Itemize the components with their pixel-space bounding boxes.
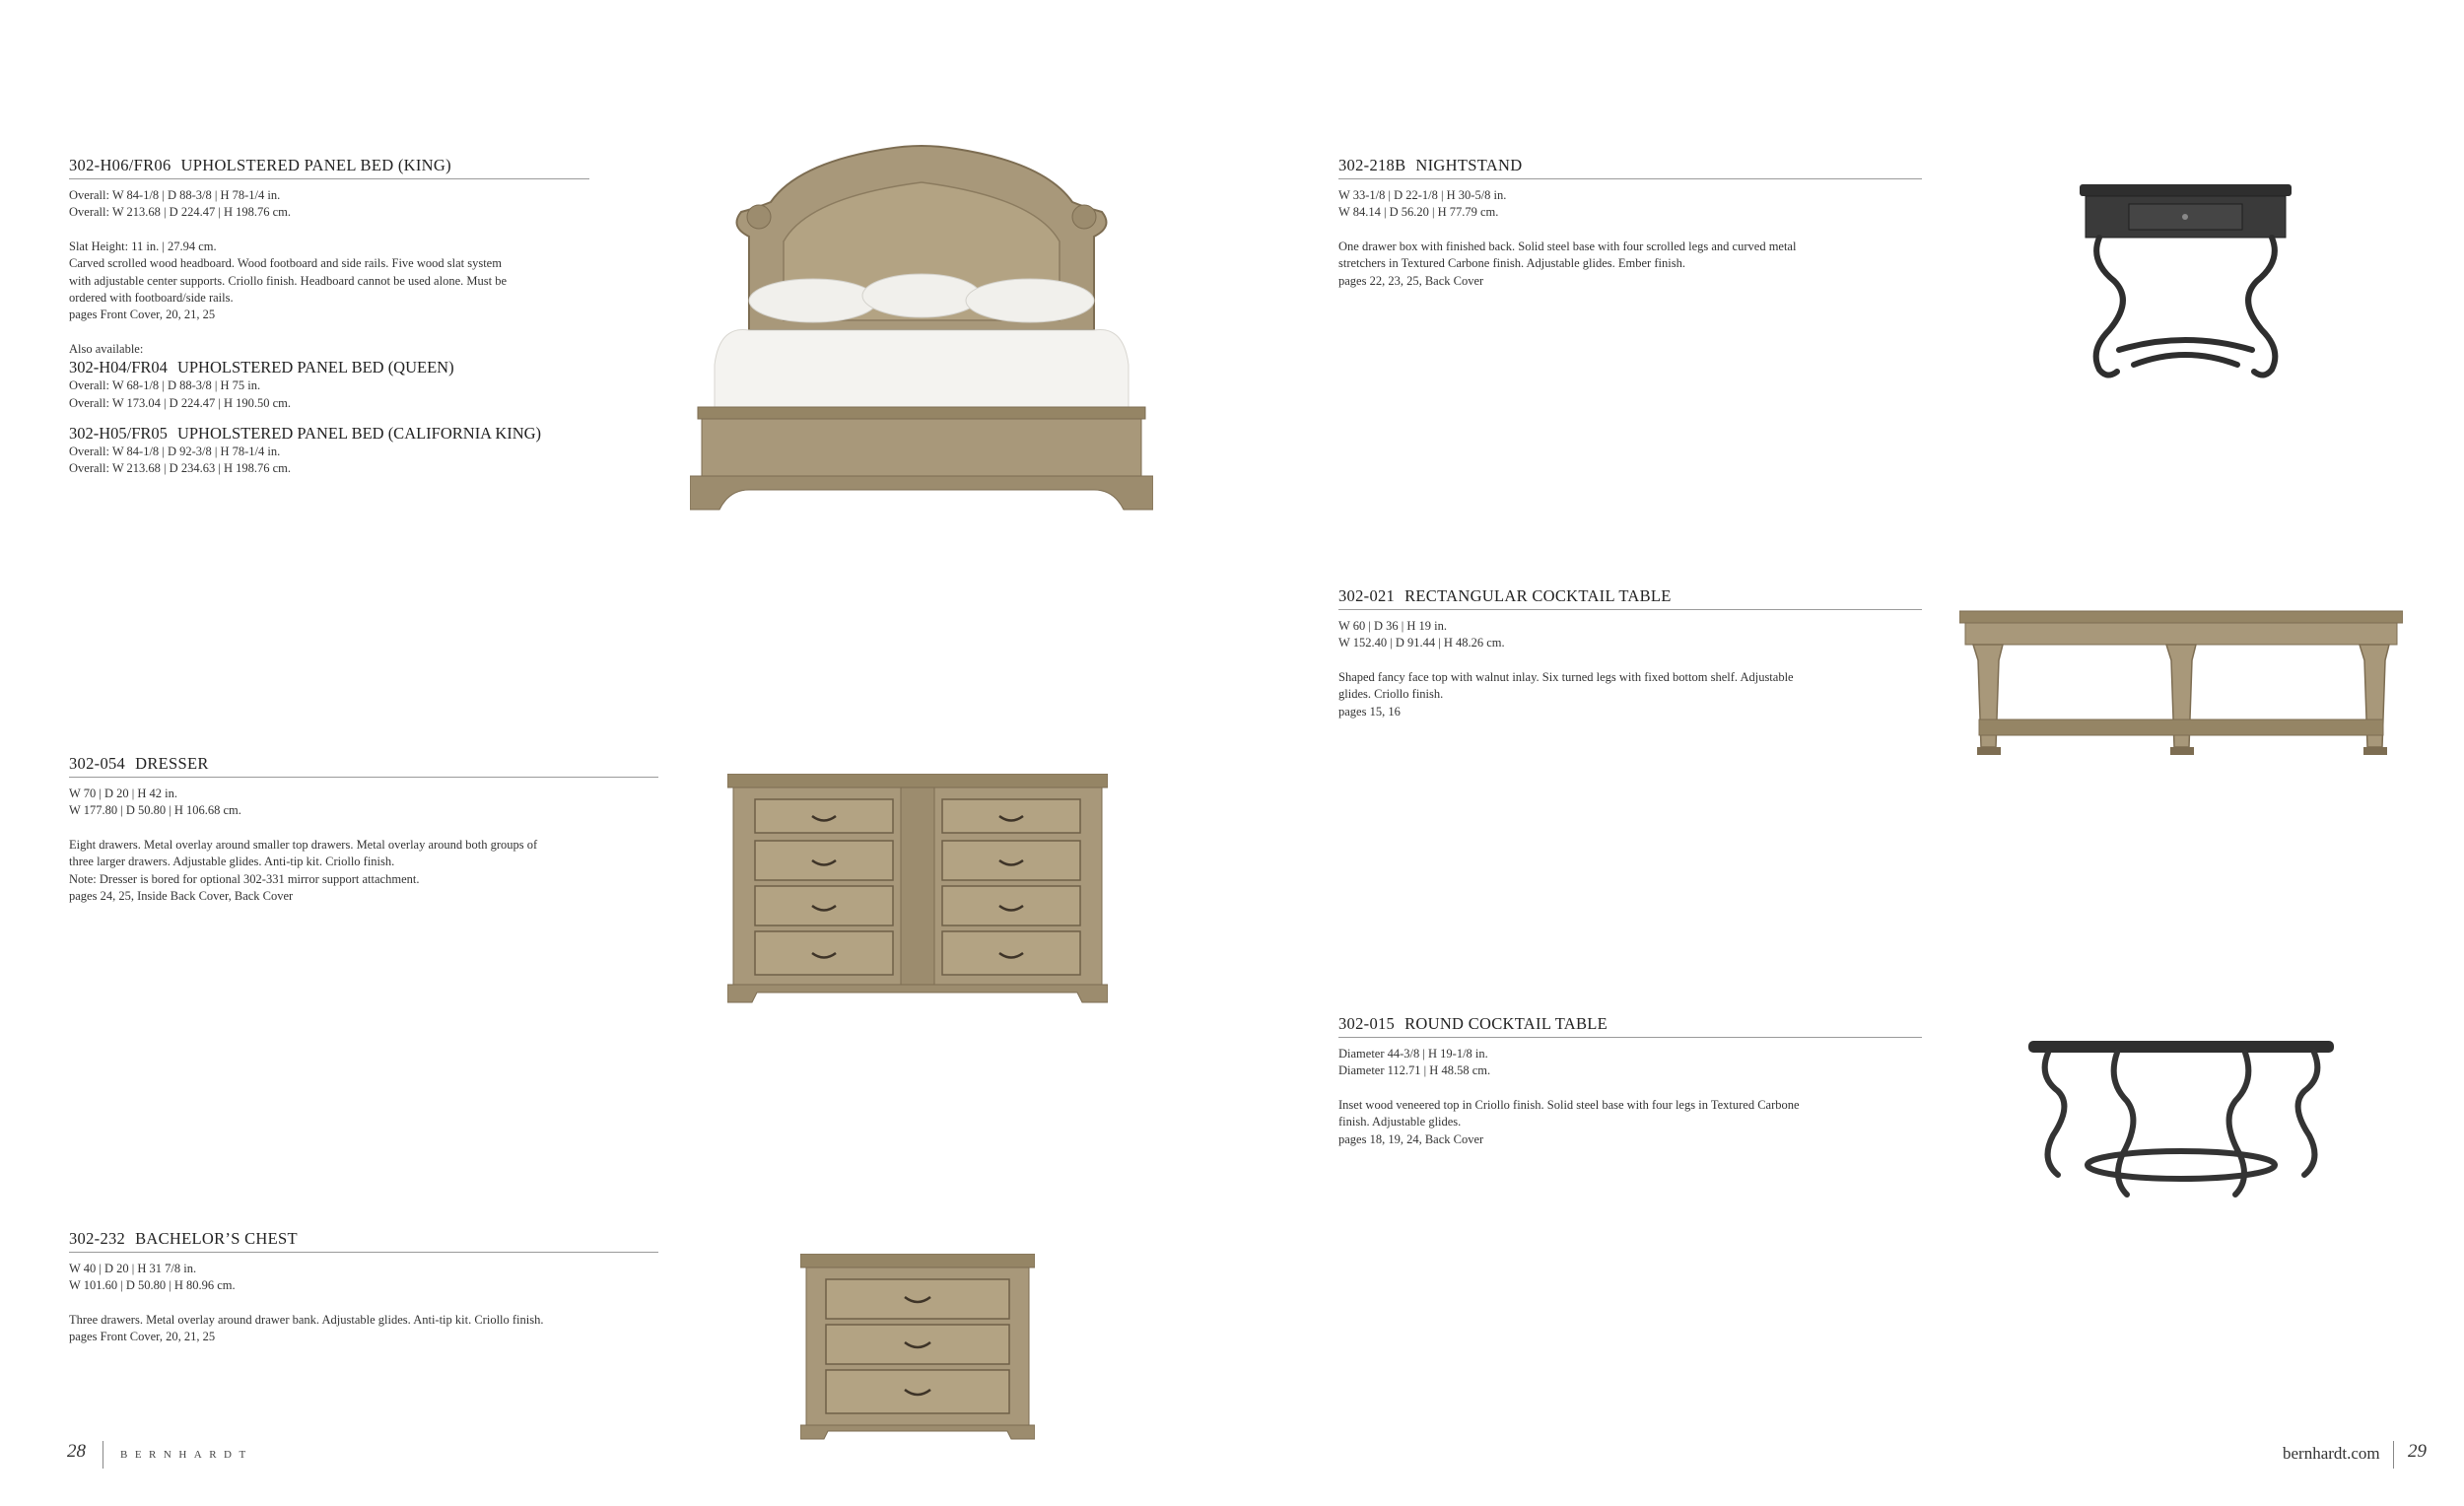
nightstand-desc-1: One drawer box with finished back. Solid steel base with four scrolled legs and curved metal: [1338, 239, 1797, 253]
bed-dim-cm: Overall: W 213.68 | D 224.47 | H 198.76 cm.: [69, 205, 292, 220]
dresser-dim-in: W 70 | D 20 | H 42 in.: [69, 787, 177, 800]
queen-name: UPHOLSTERED PANEL BED (QUEEN): [176, 358, 454, 377]
nightstand-name: NIGHTSTAND: [1415, 156, 1523, 174]
rect-table-spec: [1338, 586, 1922, 720]
bed-desc-3: ordered with footboard/side rails.: [69, 291, 234, 306]
left-page-number: 28: [67, 1441, 86, 1462]
round-table-image: [2028, 1037, 2334, 1204]
queen-heading: [69, 358, 589, 377]
round-table-heading: [1338, 1014, 1922, 1038]
rect-table-desc-1: Shaped fancy face top with walnut inlay. Six turned legs with fixed bottom shelf. Adjustable: [1338, 669, 1794, 684]
bed-dim-in: Overall: W 84-1/8 | D 88-3/8 | H 78-1/4 in.: [69, 188, 281, 202]
also-available-label: Also available:: [69, 341, 144, 356]
queen-dim-in: Overall: W 68-1/8 | D 88-3/8 | H 75 in.: [69, 378, 261, 393]
dresser-note: Note: Dresser is bored for optional 302-331 mirror support attachment.: [69, 871, 420, 886]
rect-table-details: [1338, 618, 1922, 720]
rect-table-dim-in: W 60 | D 36 | H 19 in.: [1338, 619, 1447, 633]
california-king-dim-in: Overall: W 84-1/8 | D 92-3/8 | H 78-1/4 in.: [69, 445, 281, 459]
rect-table-heading: [1338, 586, 1922, 610]
round-table-code: 302-015: [1338, 1014, 1396, 1033]
round-table-spec: [1338, 1014, 1922, 1148]
queen-code: 302-H04/FR04: [69, 358, 168, 377]
nightstand-heading: [1338, 156, 1922, 179]
queen-details: [69, 377, 589, 412]
bed-desc-1: Carved scrolled wood headboard. Wood footboard and side rails. Five wood slat system: [69, 256, 502, 271]
dresser-dim-cm: W 177.80 | D 50.80 | H 106.68 cm.: [69, 803, 241, 818]
rect-table-desc-2: glides. Criollo finish.: [1338, 687, 1444, 702]
rect-table-code: 302-021: [1338, 586, 1396, 605]
chest-name: BACHELOR’S CHEST: [135, 1229, 298, 1248]
bed-details: [69, 187, 589, 358]
bed-image: [690, 143, 1153, 517]
round-table-dim-cm: Diameter 112.71 | H 48.58 cm.: [1338, 1063, 1491, 1078]
dresser-heading: [69, 754, 658, 778]
nightstand-code: 302-218B: [1338, 156, 1406, 174]
dresser-spec: [69, 754, 658, 905]
california-king-details: [69, 444, 589, 478]
dresser-image: [727, 774, 1108, 1005]
rect-table-image: [1959, 609, 2403, 759]
dresser-desc-2: three larger drawers. Adjustable glides. Anti-tip kit. Criollo finish.: [69, 855, 395, 869]
bed-code: 302-H06/FR06: [69, 156, 171, 174]
nightstand-details: [1338, 187, 1922, 290]
chest-heading: [69, 1229, 658, 1253]
california-king-name: UPHOLSTERED PANEL BED (CALIFORNIA KING): [176, 424, 542, 444]
round-table-pages: pages 18, 19, 24, Back Cover: [1338, 1131, 1484, 1146]
california-king-heading: [69, 424, 589, 444]
bed-slat-height: Slat Height: 11 in. | 27.94 cm.: [69, 239, 217, 253]
round-table-dim-in: Diameter 44-3/8 | H 19-1/8 in.: [1338, 1047, 1488, 1061]
dresser-name: DRESSER: [135, 754, 209, 773]
right-footer-divider: [2393, 1441, 2394, 1469]
chest-image: [800, 1254, 1035, 1441]
chest-details: [69, 1261, 658, 1346]
brand-wordmark: BERNHARDT: [120, 1449, 253, 1461]
california-king-dim-cm: Overall: W 213.68 | D 234.63 | H 198.76 cm.: [69, 461, 292, 476]
chest-dim-cm: W 101.60 | D 50.80 | H 80.96 cm.: [69, 1278, 236, 1293]
round-table-desc-2: finish. Adjustable glides.: [1338, 1115, 1462, 1130]
chest-dim-in: W 40 | D 20 | H 31 7/8 in.: [69, 1262, 197, 1275]
california-king-code: 302-H05/FR05: [69, 424, 168, 444]
chest-spec: [69, 1229, 658, 1346]
nightstand-spec: [1338, 156, 1922, 290]
dresser-code: 302-054: [69, 754, 126, 773]
website-link[interactable]: bernhardt.com: [2283, 1444, 2380, 1463]
round-table-desc-1: Inset wood veneered top in Criollo finish. Solid steel base with four legs in Textured Carbone: [1338, 1097, 1800, 1112]
right-page-number: 29: [2408, 1441, 2427, 1462]
rect-table-pages: pages 15, 16: [1338, 704, 1401, 719]
nightstand-dim-cm: W 84.14 | D 56.20 | H 77.79 cm.: [1338, 205, 1499, 220]
chest-code: 302-232: [69, 1229, 126, 1248]
nightstand-dim-in: W 33-1/8 | D 22-1/8 | H 30-5/8 in.: [1338, 188, 1507, 202]
bed-name: UPHOLSTERED PANEL BED (KING): [180, 156, 451, 174]
chest-pages: pages Front Cover, 20, 21, 25: [69, 1330, 216, 1344]
queen-dim-cm: Overall: W 173.04 | D 224.47 | H 190.50 cm.: [69, 395, 292, 410]
nightstand-desc-2: stretchers in Textured Carbone finish. Adjustable glides. Ember finish.: [1338, 256, 1685, 271]
dresser-pages: pages 24, 25, Inside Back Cover, Back Cover: [69, 889, 294, 904]
bed-spec: [69, 156, 589, 478]
round-table-name: ROUND COCKTAIL TABLE: [1404, 1014, 1608, 1033]
bed-pages: pages Front Cover, 20, 21, 25: [69, 308, 216, 322]
nightstand-image: [2080, 182, 2292, 384]
rect-table-dim-cm: W 152.40 | D 91.44 | H 48.26 cm.: [1338, 636, 1505, 650]
dresser-details: [69, 786, 658, 905]
rect-table-name: RECTANGULAR COCKTAIL TABLE: [1404, 586, 1672, 605]
round-table-details: [1338, 1046, 1922, 1148]
bed-heading: [69, 156, 589, 179]
nightstand-pages: pages 22, 23, 25, Back Cover: [1338, 273, 1484, 288]
dresser-desc-1: Eight drawers. Metal overlay around smaller top drawers. Metal overlay around both groups of: [69, 837, 538, 852]
chest-desc-1: Three drawers. Metal overlay around drawer bank. Adjustable glides. Anti-tip kit. Criollo finish.: [69, 1312, 544, 1327]
bed-desc-2: with adjustable center supports. Criollo finish. Headboard cannot be used alone. Must be: [69, 273, 507, 288]
